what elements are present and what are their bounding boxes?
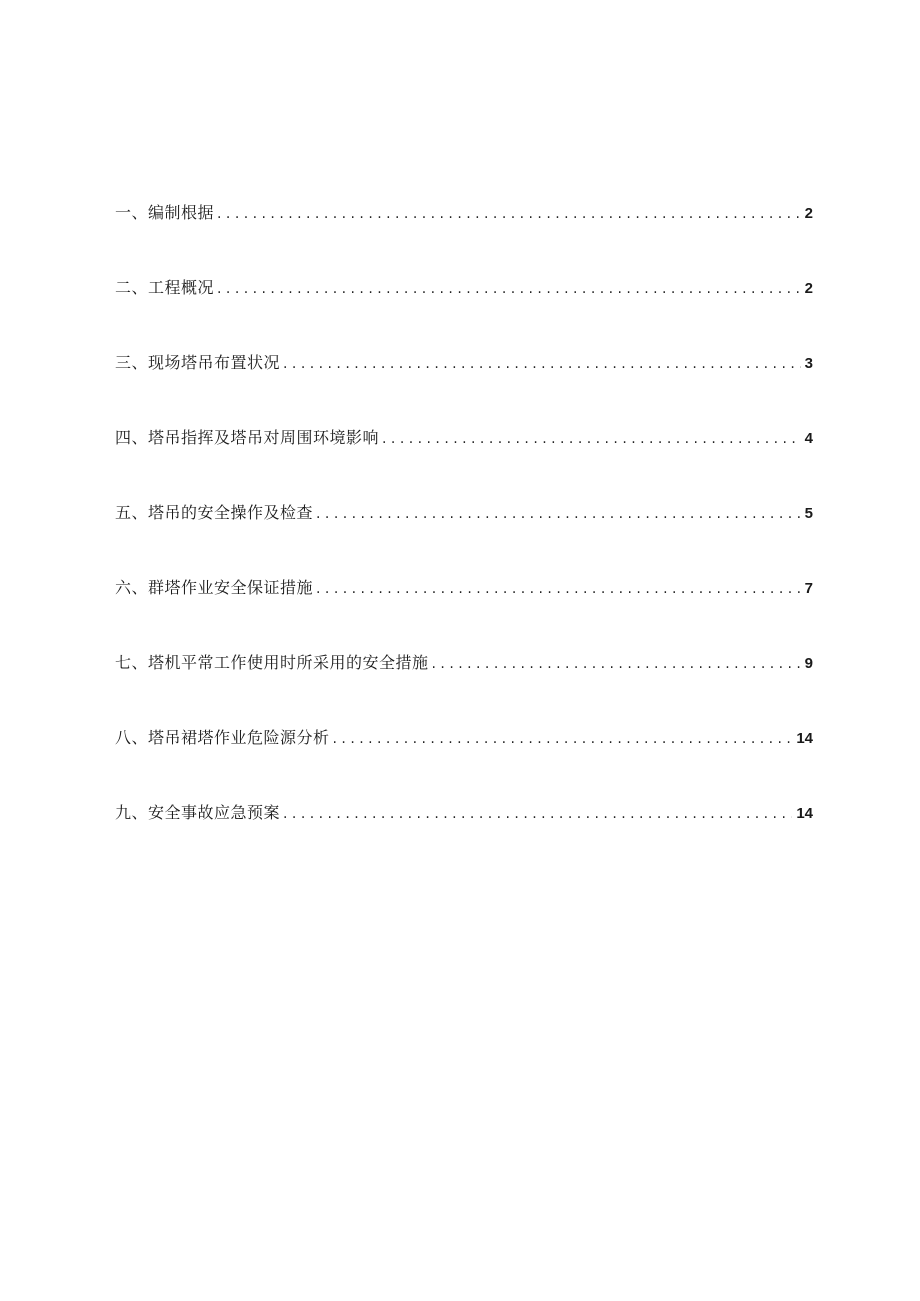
table-of-contents: [115, 199, 813, 874]
toc-entry[interactable]: [115, 649, 813, 724]
toc-dot-leader: [217, 275, 801, 303]
toc-page-number: 2: [804, 280, 813, 297]
toc-entry[interactable]: [115, 799, 813, 874]
toc-page-number: 14: [796, 730, 813, 747]
toc-entry[interactable]: [115, 724, 813, 799]
toc-page-number: 3: [804, 355, 813, 372]
toc-dot-leader: [432, 650, 801, 678]
toc-page-number: 14: [796, 805, 813, 822]
toc-entry-title: 五、塔吊的安全操作及检查: [115, 503, 314, 522]
toc-entry[interactable]: [115, 349, 813, 424]
toc-entry[interactable]: [115, 424, 813, 499]
toc-page-number: 5: [804, 505, 813, 522]
toc-entry-title: 一、编制根据: [115, 203, 215, 222]
toc-entry-title: 四、塔吊指挥及塔吊对周围环境影响: [115, 428, 380, 447]
toc-page-number: 7: [804, 580, 813, 597]
toc-page-number: 4: [804, 430, 813, 447]
toc-entry[interactable]: [115, 274, 813, 349]
toc-dot-leader: [283, 350, 801, 378]
toc-entry-title: 六、群塔作业安全保证措施: [115, 578, 314, 597]
toc-entry-title: 三、现场塔吊布置状况: [115, 353, 281, 372]
toc-page-number: 9: [804, 655, 813, 672]
toc-dot-leader: [283, 800, 792, 828]
toc-dot-leader: [316, 575, 801, 603]
toc-entry-title: 八、塔吊裙塔作业危险源分析: [115, 728, 330, 747]
toc-dot-leader: [217, 200, 801, 228]
toc-dot-leader: [316, 500, 801, 528]
toc-entry[interactable]: [115, 199, 813, 274]
toc-entry[interactable]: [115, 574, 813, 649]
toc-entry-title: 九、安全事故应急预案: [115, 803, 281, 822]
toc-entry-title: 二、工程概况: [115, 278, 215, 297]
toc-page-number: 2: [804, 205, 813, 222]
toc-dot-leader: [382, 425, 801, 453]
toc-entry-title: 七、塔机平常工作使用时所采用的安全措施: [115, 653, 429, 672]
toc-entry[interactable]: [115, 499, 813, 574]
toc-dot-leader: [333, 725, 793, 753]
